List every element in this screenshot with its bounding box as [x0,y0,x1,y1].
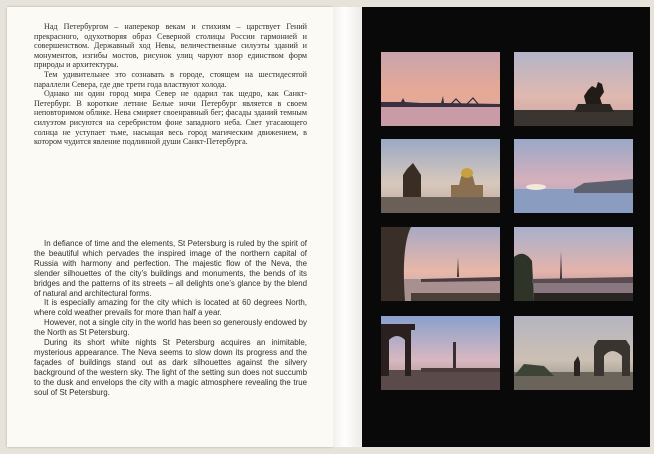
photo-colonnade-column [381,316,500,390]
photo-neva-sunset-bridge [381,52,500,126]
photo-arch-statue [514,316,633,390]
russian-paragraph-1: Над Петербургом – наперекор векам и стихиям – царствует Гений прекрасного, одухотворяя образ Северной столицы России гармонией и совершенством. Державный ход Невы, величественные силуэты зданий и монументов, изгибы мостов, рисунок улиц чаруют взор единством форм природы и архитектуры. [34,22,307,70]
russian-paragraph-2: Тем удивительнее это сознавать в городе, стоящем на шестидесятой параллели Севера, где две трети года властвуют холода. [34,69,307,89]
photo-page [362,7,650,447]
photo-neva-spire [381,227,500,301]
photo-palace-embankment [514,139,633,213]
english-paragraph-2: It is especially amazing for the city which is located at 60 degrees North, where cold weather prevails for more than half a year. [34,298,307,318]
photo-st-isaacs-cathedral [381,139,500,213]
photo-peter-and-paul-fortress [514,227,633,301]
english-paragraph-4: During its short white nights St Petersburg acquires an inimitable, mysterious appearance. The Neva seems to slow down its progress and the façades of buildings stand out as dark silhouettes against the silvery background of the western sky. The light of the setting sun does not succumb to the dusk and envelops the city with a magic atmosphere revealing the true soul of St Petersburg. [34,338,307,397]
book-gutter [333,7,362,447]
left-page [7,7,333,447]
russian-paragraph-3: Однако ни один город мира Север не одарил так щедро, как Санкт-Петербург. В короткие летние Белые ночи Петербург является в своем неповторимом облике. Нева смиряет своенравный бег; фасады зданий темным силуэтом рисуются на серебристом фоне западного неба. Свет угасающего солнца не уступает тьме, насыщая весь город магическим движением, в котором чудится явление подлинной души Санкт-Петербурга. [34,89,307,147]
english-paragraph-3: However, not a single city in the world has been so generously endowed by the North as St Petersburg. [34,318,307,338]
russian-text-block [34,22,307,147]
english-paragraph-1: In defiance of time and the elements, St Petersburg is ruled by the spirit of the beautiful which pervades the inspired image of the northern capital of Russia with harmony and perfection. The majestic flow of the Neva, the slender silhouettes of the city’s buildings and monuments, the bends of its bridges and the patterns of its streets – all delights one’s glance by the blend of natural and architectural forms. [34,239,307,298]
english-text-block [34,239,307,398]
photo-bronze-horseman [514,52,633,126]
